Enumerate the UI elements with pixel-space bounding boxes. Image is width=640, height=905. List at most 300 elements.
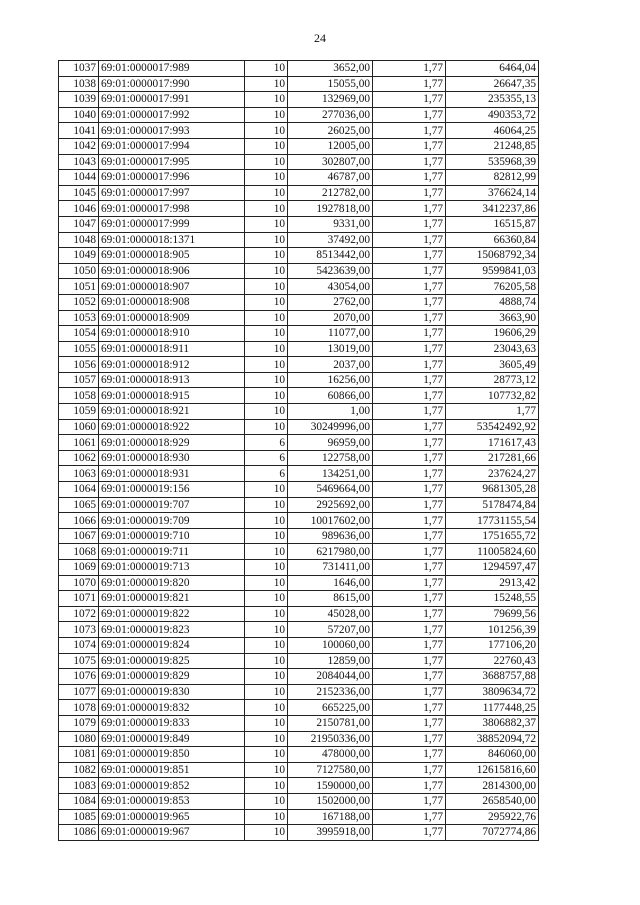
row-number-cell: 1054 [59, 326, 99, 342]
amount-cell: 535968,39 [446, 154, 539, 170]
base-value-cell: 2070,00 [288, 310, 373, 326]
amount-cell: 846060,00 [446, 747, 539, 763]
amount-cell: 38852094,72 [446, 731, 539, 747]
base-value-cell: 26025,00 [288, 123, 373, 139]
base-value-cell: 8513442,00 [288, 248, 373, 264]
cadastral-number-cell: 69:01:0000019:709 [99, 513, 245, 529]
base-value-cell: 60866,00 [288, 388, 373, 404]
rate-cell: 10 [245, 544, 288, 560]
table-row [59, 419, 539, 435]
row-number-cell: 1043 [59, 154, 99, 170]
base-value-cell: 2084044,00 [288, 669, 373, 685]
base-value-cell: 2762,00 [288, 294, 373, 310]
row-number-cell: 1070 [59, 575, 99, 591]
coefficient-cell: 1,77 [373, 357, 446, 373]
amount-cell: 12615816,60 [446, 762, 539, 778]
table-row [59, 450, 539, 466]
cadastral-number-cell: 69:01:0000017:992 [99, 107, 245, 123]
row-number-cell: 1074 [59, 637, 99, 653]
cadastral-number-cell: 69:01:0000019:825 [99, 653, 245, 669]
cadastral-number-cell: 69:01:0000018:909 [99, 310, 245, 326]
coefficient-cell: 1,77 [373, 326, 446, 342]
table-row [59, 544, 539, 560]
rate-cell: 10 [245, 372, 288, 388]
coefficient-cell: 1,77 [373, 404, 446, 420]
base-value-cell: 16256,00 [288, 372, 373, 388]
cadastral-number-cell: 69:01:0000018:931 [99, 466, 245, 482]
table-row [59, 747, 539, 763]
rate-cell: 10 [245, 528, 288, 544]
coefficient-cell: 1,77 [373, 201, 446, 217]
amount-cell: 79699,56 [446, 606, 539, 622]
table-row [59, 731, 539, 747]
coefficient-cell: 1,77 [373, 513, 446, 529]
amount-cell: 3663,90 [446, 310, 539, 326]
rate-cell: 10 [245, 388, 288, 404]
coefficient-cell: 1,77 [373, 762, 446, 778]
cadastral-number-cell: 69:01:0000019:849 [99, 731, 245, 747]
row-number-cell: 1075 [59, 653, 99, 669]
coefficient-cell: 1,77 [373, 606, 446, 622]
table-row [59, 560, 539, 576]
coefficient-cell: 1,77 [373, 232, 446, 248]
coefficient-cell: 1,77 [373, 700, 446, 716]
rate-cell: 10 [245, 825, 288, 841]
base-value-cell: 15055,00 [288, 76, 373, 92]
row-number-cell: 1048 [59, 232, 99, 248]
base-value-cell: 277036,00 [288, 107, 373, 123]
rate-cell: 10 [245, 216, 288, 232]
cadastral-number-cell: 69:01:0000017:990 [99, 76, 245, 92]
base-value-cell: 5469664,00 [288, 482, 373, 498]
cadastral-number-cell: 69:01:0000019:710 [99, 528, 245, 544]
table-row [59, 622, 539, 638]
cadastral-number-cell: 69:01:0000018:910 [99, 326, 245, 342]
base-value-cell: 1646,00 [288, 575, 373, 591]
table-row [59, 513, 539, 529]
table-row [59, 263, 539, 279]
amount-cell: 101256,39 [446, 622, 539, 638]
base-value-cell: 10017602,00 [288, 513, 373, 529]
coefficient-cell: 1,77 [373, 248, 446, 264]
table-row [59, 248, 539, 264]
rate-cell: 10 [245, 310, 288, 326]
amount-cell: 76205,58 [446, 279, 539, 295]
cadastral-number-cell: 69:01:0000019:823 [99, 622, 245, 638]
rate-cell: 10 [245, 76, 288, 92]
cadastral-number-cell: 69:01:0000019:829 [99, 669, 245, 685]
cadastral-number-cell: 69:01:0000019:852 [99, 778, 245, 794]
row-number-cell: 1066 [59, 513, 99, 529]
cadastral-number-cell: 69:01:0000019:824 [99, 637, 245, 653]
table-row [59, 809, 539, 825]
row-number-cell: 1081 [59, 747, 99, 763]
cadastral-number-cell: 69:01:0000017:995 [99, 154, 245, 170]
table-row [59, 232, 539, 248]
base-value-cell: 1927818,00 [288, 201, 373, 217]
table-row [59, 61, 539, 77]
base-value-cell: 46787,00 [288, 170, 373, 186]
rate-cell: 10 [245, 778, 288, 794]
table-row [59, 793, 539, 809]
base-value-cell: 134251,00 [288, 466, 373, 482]
rate-cell: 10 [245, 170, 288, 186]
coefficient-cell: 1,77 [373, 450, 446, 466]
cadastral-number-cell: 69:01:0000019:853 [99, 793, 245, 809]
amount-cell: 237624,27 [446, 466, 539, 482]
row-number-cell: 1049 [59, 248, 99, 264]
coefficient-cell: 1,77 [373, 669, 446, 685]
coefficient-cell: 1,77 [373, 216, 446, 232]
table-row [59, 778, 539, 794]
cadastral-number-cell: 69:01:0000019:967 [99, 825, 245, 841]
amount-cell: 177106,20 [446, 637, 539, 653]
row-number-cell: 1053 [59, 310, 99, 326]
row-number-cell: 1060 [59, 419, 99, 435]
amount-cell: 1,77 [446, 404, 539, 420]
registry-table [58, 60, 539, 841]
row-number-cell: 1055 [59, 341, 99, 357]
coefficient-cell: 1,77 [373, 560, 446, 576]
cadastral-number-cell: 69:01:0000017:998 [99, 201, 245, 217]
row-number-cell: 1047 [59, 216, 99, 232]
rate-cell: 10 [245, 201, 288, 217]
rate-cell: 10 [245, 560, 288, 576]
coefficient-cell: 1,77 [373, 778, 446, 794]
row-number-cell: 1084 [59, 793, 99, 809]
amount-cell: 2658540,00 [446, 793, 539, 809]
rate-cell: 10 [245, 123, 288, 139]
rate-cell: 10 [245, 248, 288, 264]
table-row [59, 669, 539, 685]
base-value-cell: 9331,00 [288, 216, 373, 232]
base-value-cell: 478000,00 [288, 747, 373, 763]
cadastral-number-cell: 69:01:0000018:930 [99, 450, 245, 466]
base-value-cell: 3652,00 [288, 61, 373, 77]
coefficient-cell: 1,77 [373, 341, 446, 357]
base-value-cell: 12859,00 [288, 653, 373, 669]
amount-cell: 2814300,00 [446, 778, 539, 794]
cadastral-number-cell: 69:01:0000018:907 [99, 279, 245, 295]
amount-cell: 17731155,54 [446, 513, 539, 529]
cadastral-number-cell: 69:01:0000019:707 [99, 497, 245, 513]
table-row [59, 404, 539, 420]
rate-cell: 10 [245, 232, 288, 248]
cadastral-number-cell: 69:01:0000017:991 [99, 92, 245, 108]
amount-cell: 46064,25 [446, 123, 539, 139]
base-value-cell: 13019,00 [288, 341, 373, 357]
coefficient-cell: 1,77 [373, 185, 446, 201]
coefficient-cell: 1,77 [373, 528, 446, 544]
row-number-cell: 1050 [59, 263, 99, 279]
rate-cell: 10 [245, 482, 288, 498]
rate-cell: 10 [245, 715, 288, 731]
cadastral-number-cell: 69:01:0000017:996 [99, 170, 245, 186]
row-number-cell: 1086 [59, 825, 99, 841]
base-value-cell: 37492,00 [288, 232, 373, 248]
table-row [59, 637, 539, 653]
base-value-cell: 665225,00 [288, 700, 373, 716]
rate-cell: 6 [245, 450, 288, 466]
coefficient-cell: 1,77 [373, 435, 446, 451]
rate-cell: 10 [245, 61, 288, 77]
table-row [59, 700, 539, 716]
table-row [59, 185, 539, 201]
amount-cell: 23043,63 [446, 341, 539, 357]
row-number-cell: 1085 [59, 809, 99, 825]
table-row [59, 388, 539, 404]
row-number-cell: 1068 [59, 544, 99, 560]
cadastral-number-cell: 69:01:0000018:912 [99, 357, 245, 373]
cadastral-number-cell: 69:01:0000019:830 [99, 684, 245, 700]
coefficient-cell: 1,77 [373, 715, 446, 731]
cadastral-number-cell: 69:01:0000018:905 [99, 248, 245, 264]
cadastral-number-cell: 69:01:0000017:999 [99, 216, 245, 232]
base-value-cell: 2925692,00 [288, 497, 373, 513]
rate-cell: 10 [245, 684, 288, 700]
rate-cell: 10 [245, 497, 288, 513]
base-value-cell: 2152336,00 [288, 684, 373, 700]
cadastral-number-cell: 69:01:0000017:997 [99, 185, 245, 201]
coefficient-cell: 1,77 [373, 622, 446, 638]
cadastral-number-cell: 69:01:0000017:994 [99, 138, 245, 154]
base-value-cell: 57207,00 [288, 622, 373, 638]
table-row [59, 170, 539, 186]
table-row [59, 825, 539, 841]
row-number-cell: 1063 [59, 466, 99, 482]
table-row [59, 497, 539, 513]
row-number-cell: 1071 [59, 591, 99, 607]
amount-cell: 15068792,34 [446, 248, 539, 264]
base-value-cell: 100060,00 [288, 637, 373, 653]
rate-cell: 10 [245, 700, 288, 716]
rate-cell: 10 [245, 731, 288, 747]
base-value-cell: 30249996,00 [288, 419, 373, 435]
base-value-cell: 43054,00 [288, 279, 373, 295]
coefficient-cell: 1,77 [373, 747, 446, 763]
row-number-cell: 1072 [59, 606, 99, 622]
amount-cell: 171617,43 [446, 435, 539, 451]
base-value-cell: 1,00 [288, 404, 373, 420]
amount-cell: 295922,76 [446, 809, 539, 825]
row-number-cell: 1056 [59, 357, 99, 373]
amount-cell: 16515,87 [446, 216, 539, 232]
row-number-cell: 1062 [59, 450, 99, 466]
table-row [59, 466, 539, 482]
cadastral-number-cell: 69:01:0000018:906 [99, 263, 245, 279]
rate-cell: 10 [245, 591, 288, 607]
row-number-cell: 1069 [59, 560, 99, 576]
coefficient-cell: 1,77 [373, 809, 446, 825]
base-value-cell: 989636,00 [288, 528, 373, 544]
base-value-cell: 2037,00 [288, 357, 373, 373]
coefficient-cell: 1,77 [373, 294, 446, 310]
coefficient-cell: 1,77 [373, 92, 446, 108]
cadastral-number-cell: 69:01:0000019:711 [99, 544, 245, 560]
amount-cell: 2913,42 [446, 575, 539, 591]
coefficient-cell: 1,77 [373, 138, 446, 154]
rate-cell: 10 [245, 575, 288, 591]
amount-cell: 66360,84 [446, 232, 539, 248]
table-row [59, 92, 539, 108]
cadastral-number-cell: 69:01:0000019:851 [99, 762, 245, 778]
base-value-cell: 8615,00 [288, 591, 373, 607]
amount-cell: 9681305,28 [446, 482, 539, 498]
cadastral-number-cell: 69:01:0000019:850 [99, 747, 245, 763]
rate-cell: 10 [245, 92, 288, 108]
coefficient-cell: 1,77 [373, 482, 446, 498]
table-row [59, 715, 539, 731]
coefficient-cell: 1,77 [373, 544, 446, 560]
coefficient-cell: 1,77 [373, 731, 446, 747]
cadastral-number-cell: 69:01:0000018:908 [99, 294, 245, 310]
rate-cell: 10 [245, 622, 288, 638]
coefficient-cell: 1,77 [373, 653, 446, 669]
rate-cell: 10 [245, 793, 288, 809]
amount-cell: 7072774,86 [446, 825, 539, 841]
amount-cell: 217281,66 [446, 450, 539, 466]
base-value-cell: 302807,00 [288, 154, 373, 170]
coefficient-cell: 1,77 [373, 107, 446, 123]
cadastral-number-cell: 69:01:0000017:989 [99, 61, 245, 77]
amount-cell: 53542492,92 [446, 419, 539, 435]
table-row [59, 528, 539, 544]
cadastral-number-cell: 69:01:0000018:915 [99, 388, 245, 404]
base-value-cell: 3995918,00 [288, 825, 373, 841]
coefficient-cell: 1,77 [373, 372, 446, 388]
amount-cell: 3806882,37 [446, 715, 539, 731]
row-number-cell: 1061 [59, 435, 99, 451]
table-row [59, 575, 539, 591]
coefficient-cell: 1,77 [373, 263, 446, 279]
base-value-cell: 7127580,00 [288, 762, 373, 778]
page-number: 24 [314, 31, 326, 45]
row-number-cell: 1037 [59, 61, 99, 77]
table-row [59, 76, 539, 92]
row-number-cell: 1040 [59, 107, 99, 123]
cadastral-number-cell: 69:01:0000019:833 [99, 715, 245, 731]
cadastral-number-cell: 69:01:0000019:821 [99, 591, 245, 607]
base-value-cell: 2150781,00 [288, 715, 373, 731]
amount-cell: 3688757,88 [446, 669, 539, 685]
table-row [59, 294, 539, 310]
base-value-cell: 212782,00 [288, 185, 373, 201]
amount-cell: 82812,99 [446, 170, 539, 186]
amount-cell: 4888,74 [446, 294, 539, 310]
cadastral-number-cell: 69:01:0000018:1371 [99, 232, 245, 248]
base-value-cell: 1502000,00 [288, 793, 373, 809]
row-number-cell: 1073 [59, 622, 99, 638]
rate-cell: 6 [245, 435, 288, 451]
cadastral-number-cell: 69:01:0000019:713 [99, 560, 245, 576]
amount-cell: 1294597,47 [446, 560, 539, 576]
coefficient-cell: 1,77 [373, 123, 446, 139]
rate-cell: 10 [245, 747, 288, 763]
base-value-cell: 45028,00 [288, 606, 373, 622]
rate-cell: 10 [245, 185, 288, 201]
base-value-cell: 1590000,00 [288, 778, 373, 794]
amount-cell: 15248,55 [446, 591, 539, 607]
cadastral-number-cell: 69:01:0000018:922 [99, 419, 245, 435]
amount-cell: 490353,72 [446, 107, 539, 123]
rate-cell: 10 [245, 669, 288, 685]
row-number-cell: 1082 [59, 762, 99, 778]
row-number-cell: 1064 [59, 482, 99, 498]
table-row [59, 684, 539, 700]
cadastral-number-cell: 69:01:0000018:911 [99, 341, 245, 357]
table-row [59, 138, 539, 154]
rate-cell: 10 [245, 809, 288, 825]
row-number-cell: 1059 [59, 404, 99, 420]
row-number-cell: 1080 [59, 731, 99, 747]
table-row [59, 357, 539, 373]
cadastral-number-cell: 69:01:0000017:993 [99, 123, 245, 139]
coefficient-cell: 1,77 [373, 575, 446, 591]
table-row [59, 107, 539, 123]
base-value-cell: 132969,00 [288, 92, 373, 108]
coefficient-cell: 1,77 [373, 310, 446, 326]
table-row [59, 310, 539, 326]
rate-cell: 10 [245, 279, 288, 295]
row-number-cell: 1042 [59, 138, 99, 154]
amount-cell: 235355,13 [446, 92, 539, 108]
row-number-cell: 1057 [59, 372, 99, 388]
base-value-cell: 21950336,00 [288, 731, 373, 747]
row-number-cell: 1058 [59, 388, 99, 404]
cadastral-number-cell: 69:01:0000018:929 [99, 435, 245, 451]
amount-cell: 6464,04 [446, 61, 539, 77]
amount-cell: 22760,43 [446, 653, 539, 669]
coefficient-cell: 1,77 [373, 591, 446, 607]
amount-cell: 3605,49 [446, 357, 539, 373]
amount-cell: 107732,82 [446, 388, 539, 404]
table-row [59, 762, 539, 778]
row-number-cell: 1076 [59, 669, 99, 685]
rate-cell: 10 [245, 107, 288, 123]
amount-cell: 28773,12 [446, 372, 539, 388]
coefficient-cell: 1,77 [373, 637, 446, 653]
row-number-cell: 1045 [59, 185, 99, 201]
table-row [59, 216, 539, 232]
amount-cell: 19606,29 [446, 326, 539, 342]
rate-cell: 10 [245, 404, 288, 420]
table-row [59, 123, 539, 139]
rate-cell: 10 [245, 341, 288, 357]
base-value-cell: 6217980,00 [288, 544, 373, 560]
cadastral-number-cell: 69:01:0000019:820 [99, 575, 245, 591]
row-number-cell: 1077 [59, 684, 99, 700]
base-value-cell: 11077,00 [288, 326, 373, 342]
coefficient-cell: 1,77 [373, 419, 446, 435]
table-row [59, 372, 539, 388]
table-row [59, 482, 539, 498]
base-value-cell: 5423639,00 [288, 263, 373, 279]
rate-cell: 10 [245, 263, 288, 279]
row-number-cell: 1052 [59, 294, 99, 310]
base-value-cell: 122758,00 [288, 450, 373, 466]
row-number-cell: 1065 [59, 497, 99, 513]
amount-cell: 9599841,03 [446, 263, 539, 279]
rate-cell: 10 [245, 637, 288, 653]
cadastral-number-cell: 69:01:0000019:832 [99, 700, 245, 716]
coefficient-cell: 1,77 [373, 76, 446, 92]
cadastral-number-cell: 69:01:0000019:965 [99, 809, 245, 825]
amount-cell: 3809634,72 [446, 684, 539, 700]
coefficient-cell: 1,77 [373, 684, 446, 700]
cadastral-number-cell: 69:01:0000019:822 [99, 606, 245, 622]
coefficient-cell: 1,77 [373, 279, 446, 295]
amount-cell: 26647,35 [446, 76, 539, 92]
